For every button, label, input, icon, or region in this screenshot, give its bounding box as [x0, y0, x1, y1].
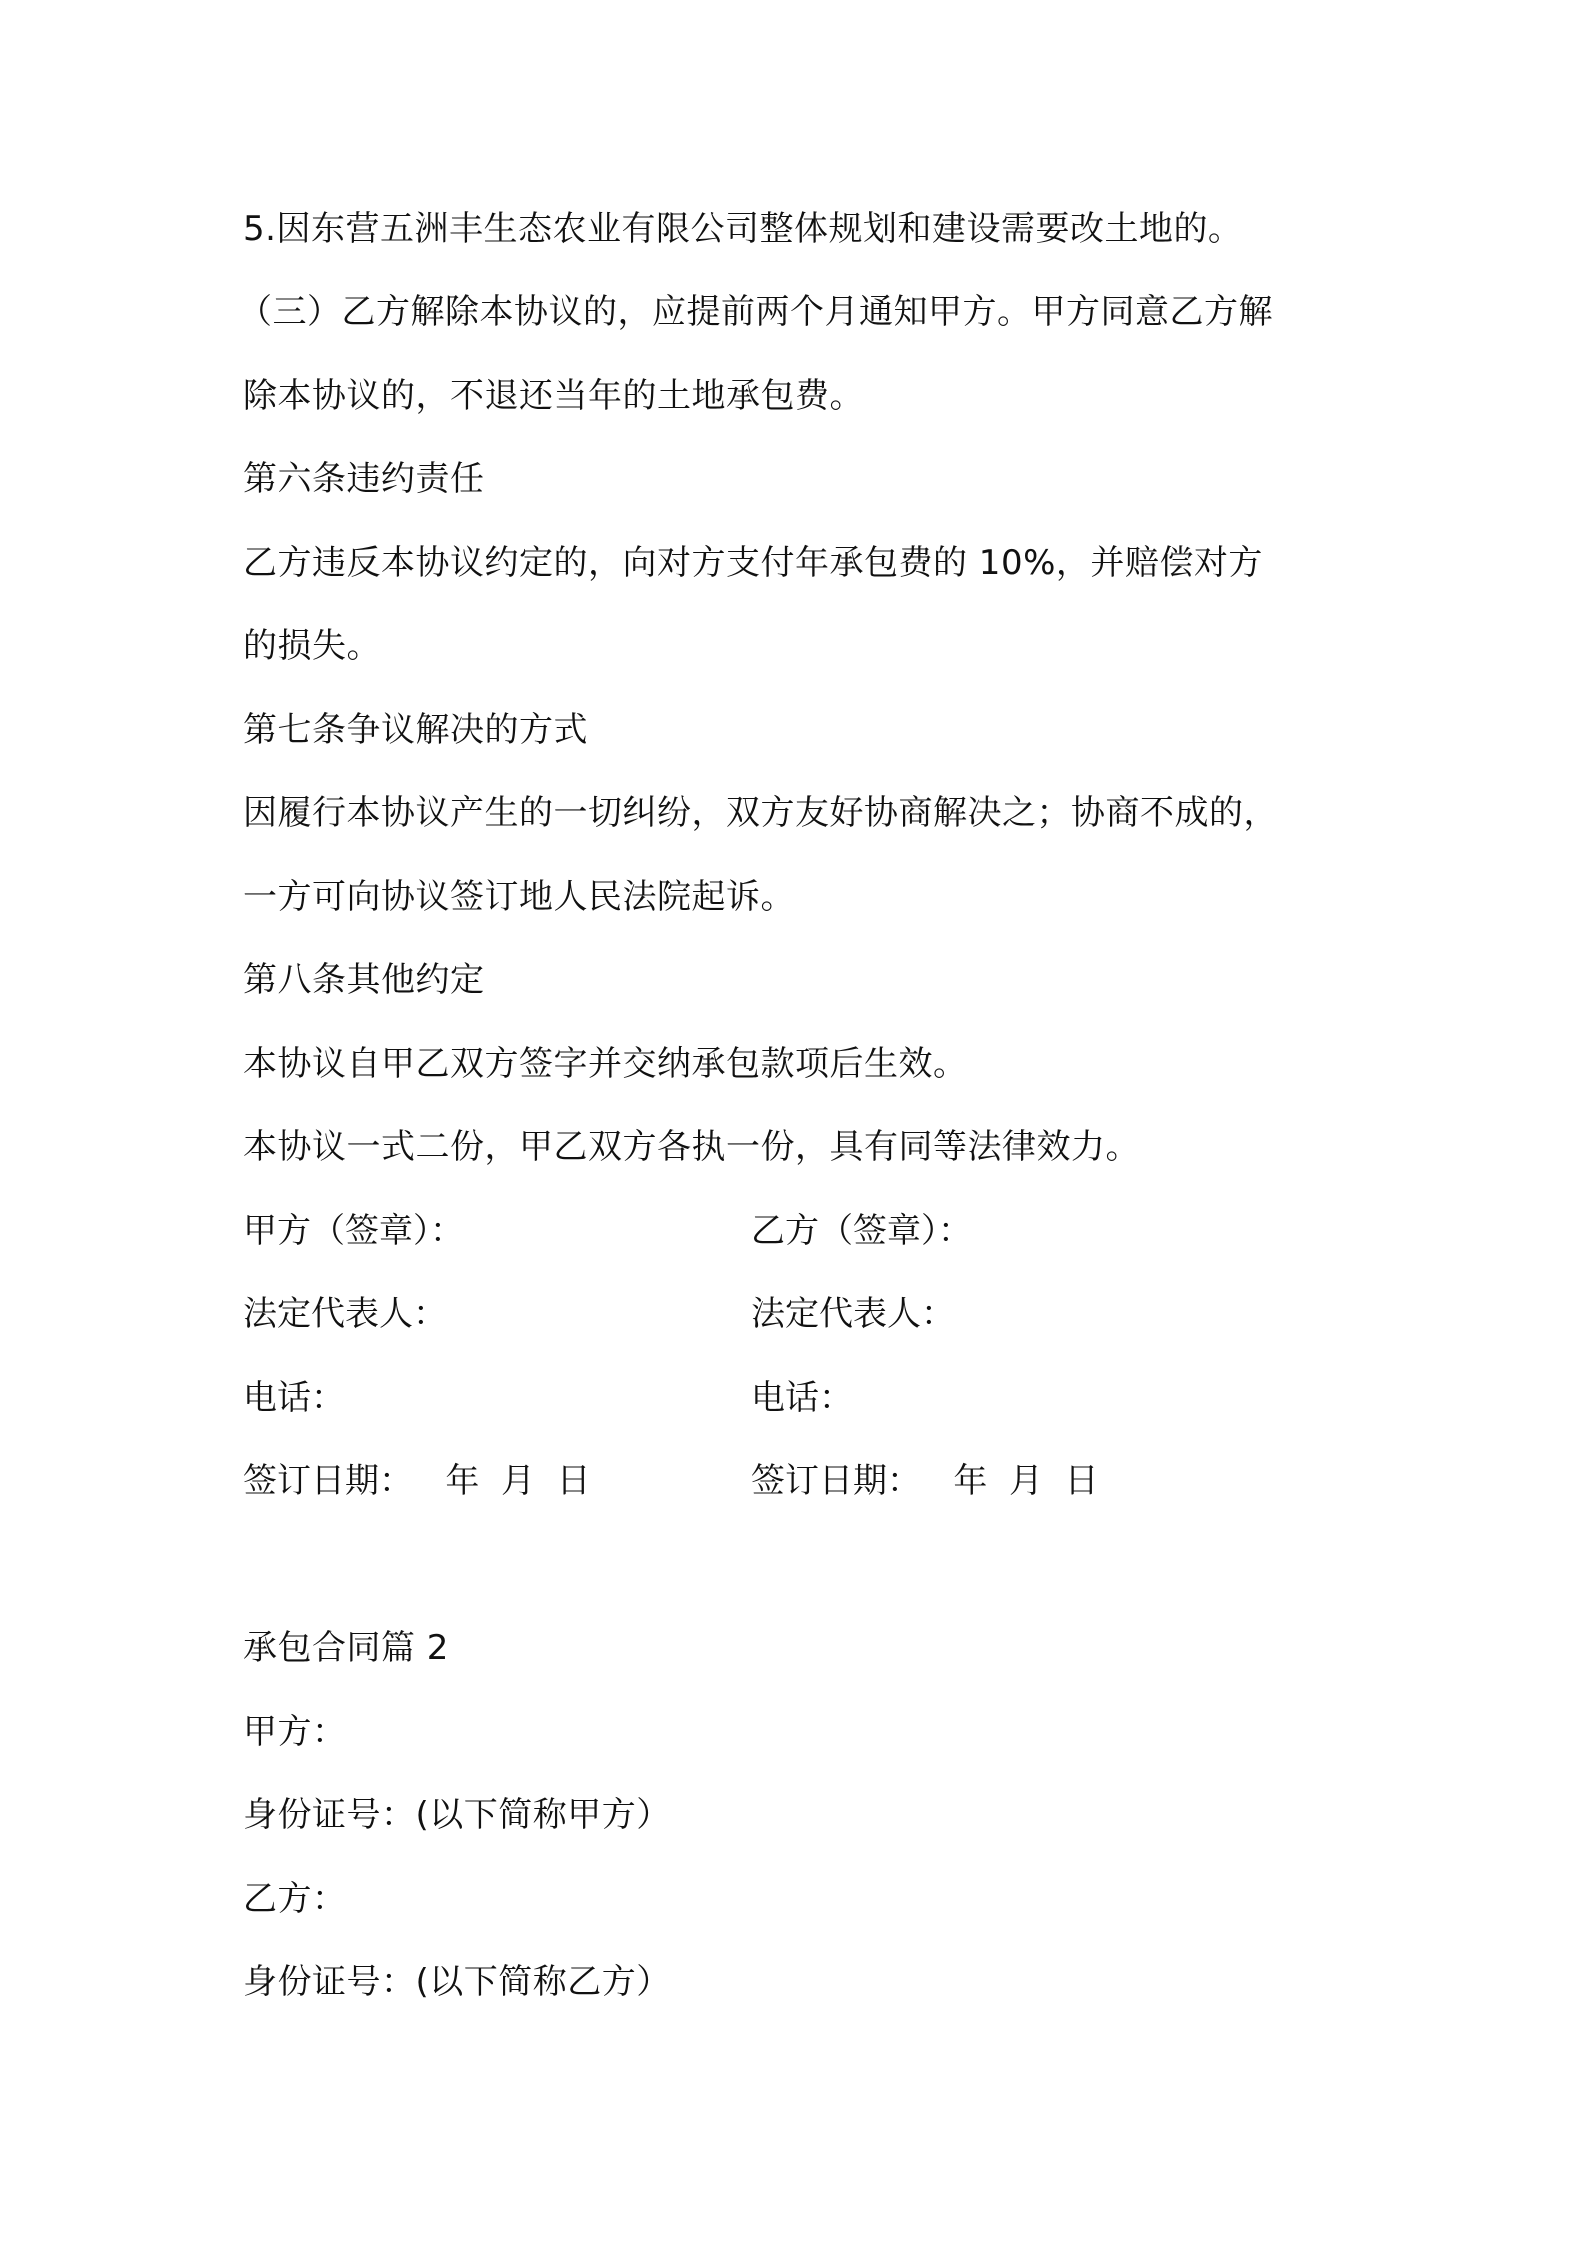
clause-5-text: 5.因东营五洲丰生态农业有限公司整体规划和建设需要改土地的。 — [243, 209, 1243, 249]
party-b-seal-label: 乙方（签章）： — [751, 1211, 972, 1251]
article-7-line-1: 因履行本协议产生的一切纠纷，双方友好协商解决之；协商不成的， — [243, 793, 1278, 833]
party-a-seal-label: 甲方（签章）： — [243, 1211, 464, 1251]
party-a-rep-label: 法定代表人： — [243, 1294, 447, 1334]
article-6-line-1: 乙方违反本协议约定的，向对方支付年承包费的 10%，并赔偿对方 — [243, 543, 1263, 583]
party-a-date-label: 签订日期： 年 月 日 — [243, 1461, 591, 1501]
signature-row-phone — [243, 1376, 1343, 1420]
contract-2-party-b-id: 身份证号：(以下简称乙方） — [243, 1962, 671, 2002]
contract-2-title: 承包合同篇 2 — [243, 1628, 449, 1668]
party-b-rep-label: 法定代表人： — [751, 1294, 955, 1334]
contract-2-party-a: 甲方： — [243, 1712, 347, 1752]
party-b-date-label: 签订日期： 年 月 日 — [751, 1461, 1099, 1501]
article-6-line-2: 的损失。 — [243, 626, 381, 666]
article-8-line-1: 本协议自甲乙双方签字并交纳承包款项后生效。 — [243, 1044, 968, 1084]
signature-row-rep — [243, 1292, 1343, 1336]
party-b-phone-label: 电话： — [751, 1378, 853, 1418]
clause-3-line-2: 除本协议的，不退还当年的土地承包费。 — [243, 376, 864, 416]
article-7-line-2: 一方可向协议签订地人民法院起诉。 — [243, 877, 795, 917]
article-8-line-2: 本协议一式二份，甲乙双方各执一份，具有同等法律效力。 — [243, 1127, 1140, 1167]
contract-2-party-b: 乙方： — [243, 1879, 347, 1919]
clause-3-line-1: （三）乙方解除本协议的，应提前两个月通知甲方。甲方同意乙方解 — [238, 292, 1273, 332]
party-a-phone-label: 电话： — [243, 1378, 345, 1418]
contract-2-party-a-id: 身份证号：(以下简称甲方） — [243, 1795, 671, 1835]
signature-row-seal — [243, 1209, 1343, 1253]
article-8-title: 第八条其他约定 — [243, 960, 485, 1000]
article-7-title: 第七条争议解决的方式 — [243, 710, 588, 750]
article-6-title: 第六条违约责任 — [243, 459, 485, 499]
signature-row-date — [243, 1459, 1343, 1503]
